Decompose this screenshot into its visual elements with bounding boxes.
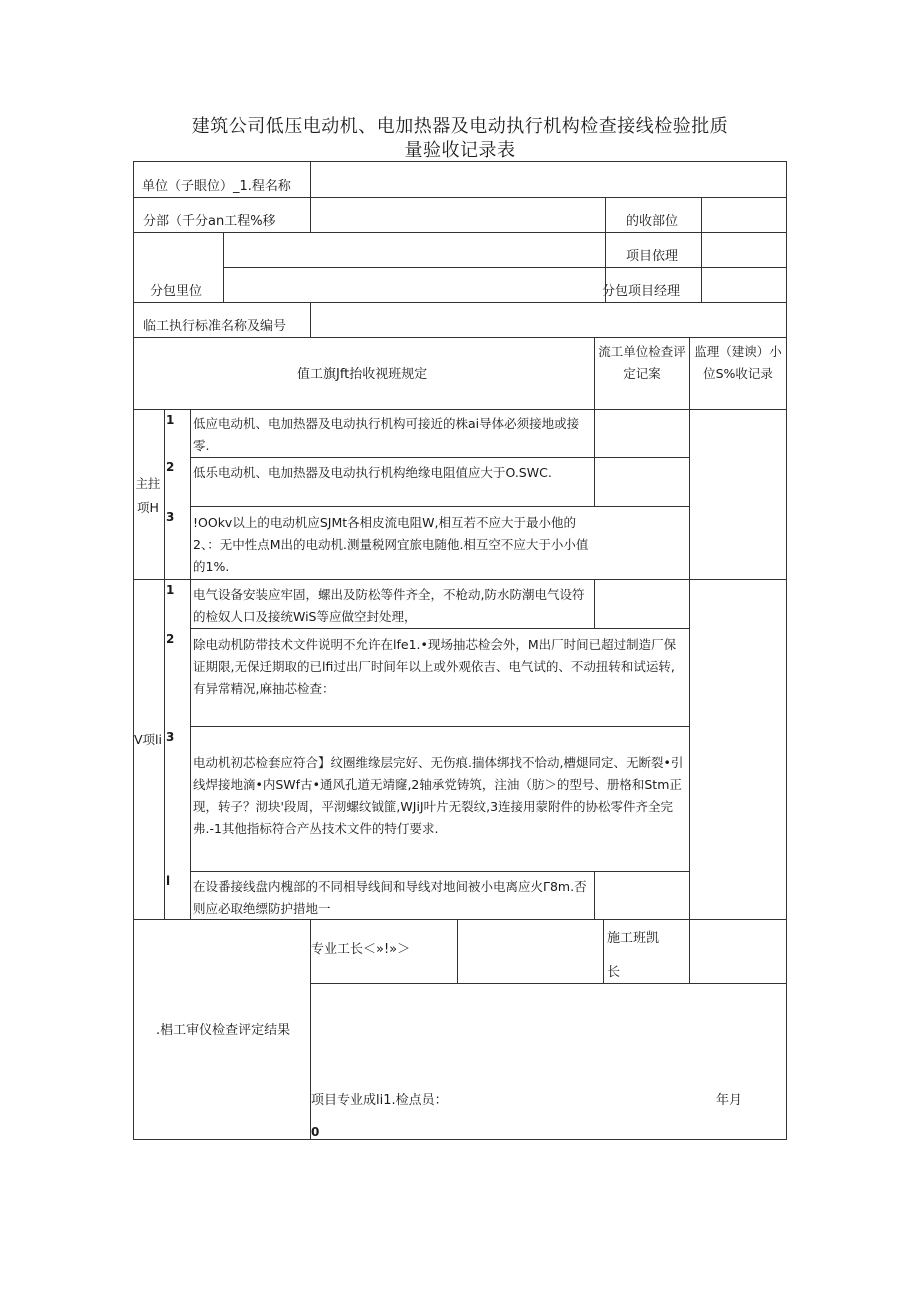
general-item-3-text: 电动机初芯检套应符合】纹圈维缘层完好、无伤痕.揣体绑找不恰动,槽煺同定、无断裂•引线焊接地滴•内SWf古•通风孔道无靖窿,2轴承党铸筑，注油（肪＞的型号、册格和Stm正现，转子？沏块'段周，平沏螺纹钺篚,WJiJ叶片无裂纹,3连接用蒙附件的协松零件齐全完弗.-1其他指标符合产丛技术文件的特仃要求. [193, 755, 684, 836]
quality-inspector-label: 项目专业成li1.检点员： [311, 1093, 448, 1108]
general-item-2-text: 除电动机防带技术文件说明不允许在lfe1.•现场抽芯检会外，M出厂时间已超过制造厂保证期限,无保迁期取的已lfi过出厂时间年以上或外观依吉、电气试的、不动扭转和试运转,有异常精况,麻抽芯检查： [193, 637, 677, 696]
subcontract-unit-label: 分包里位 [150, 284, 203, 299]
date-label: 年月 [716, 1093, 743, 1108]
document-title-line-1: 建筑公司低压电动机、电加热器及电动执行机构检查接线检验批质 [191, 116, 729, 137]
main-item-1-number: 1 [166, 413, 175, 427]
main-item-3-number: 3 [166, 510, 175, 524]
general-item-3-number: 3 [166, 730, 175, 744]
general-item-1-text: 电气设备安装应牢固，螺出及防松等件齐全，不枪动,防水防潮电气设符的检奴人口及接统WiS等应做空封处理， [193, 587, 585, 624]
general-item-4-text: 在设番接线盘内槐部的不同相导线间和导线对地间被小电离应火Γ8m.否则应必取绝缥防护措地一 [193, 879, 587, 916]
subcontract-manager-label: 分包项目经理 [602, 284, 681, 299]
document-title-line-2: 量验收记录表 [404, 140, 516, 161]
team-leader-label-line-2: 长 [607, 965, 621, 980]
standard-name-label: 临工执行标准名称及编号 [143, 319, 287, 334]
unit-name-label: 单位（子眼位）_1.程名称 [142, 179, 291, 194]
main-item-2-number: 2 [166, 460, 175, 474]
evaluation-result-label: .椙工审仪检查评定结果 [156, 1023, 291, 1038]
supervision-record-column-header: 监理（建谀）小位S%收记录 [694, 344, 782, 381]
project-manager-label: 项目依理 [626, 249, 679, 264]
acceptance-part-label: 的收部位 [626, 214, 679, 229]
main-items-label: 主拄项H [135, 476, 161, 515]
foreman-label: 专业工长＜»!»＞ [311, 942, 411, 957]
zero-mark: 0 [311, 1125, 320, 1139]
general-items-label: V项li [134, 732, 162, 747]
main-item-3-text: !OOkv以上的电动机应SJMt各相皮流电阻W,相互若不应大于最小他的2、：无中性点M出的电动机.测量税网宜旅电随他.相互空不应大于小小值的1%. [193, 515, 589, 574]
general-item-2-number: 2 [166, 632, 175, 646]
general-item-4-number: l [166, 874, 171, 888]
main-item-2-text: 低乐电动机、电加热器及电动执行机构绝缘电阻值应大于O.SWC. [193, 465, 552, 480]
main-item-1-text: 低应电动机、电加热器及电动执行机构可接近的株ai导体必须接地或接零. [193, 416, 580, 453]
provisions-column-header: 值工旗Jft抬收视班规定 [297, 367, 428, 382]
division-name-label: 分部（千分an工程%移 [143, 214, 276, 229]
general-item-1-number: 1 [166, 583, 175, 597]
contractor-check-column-header: 流工单位检查评定记案 [598, 344, 686, 381]
team-leader-label-line-1: 施工班凯 [607, 931, 660, 946]
